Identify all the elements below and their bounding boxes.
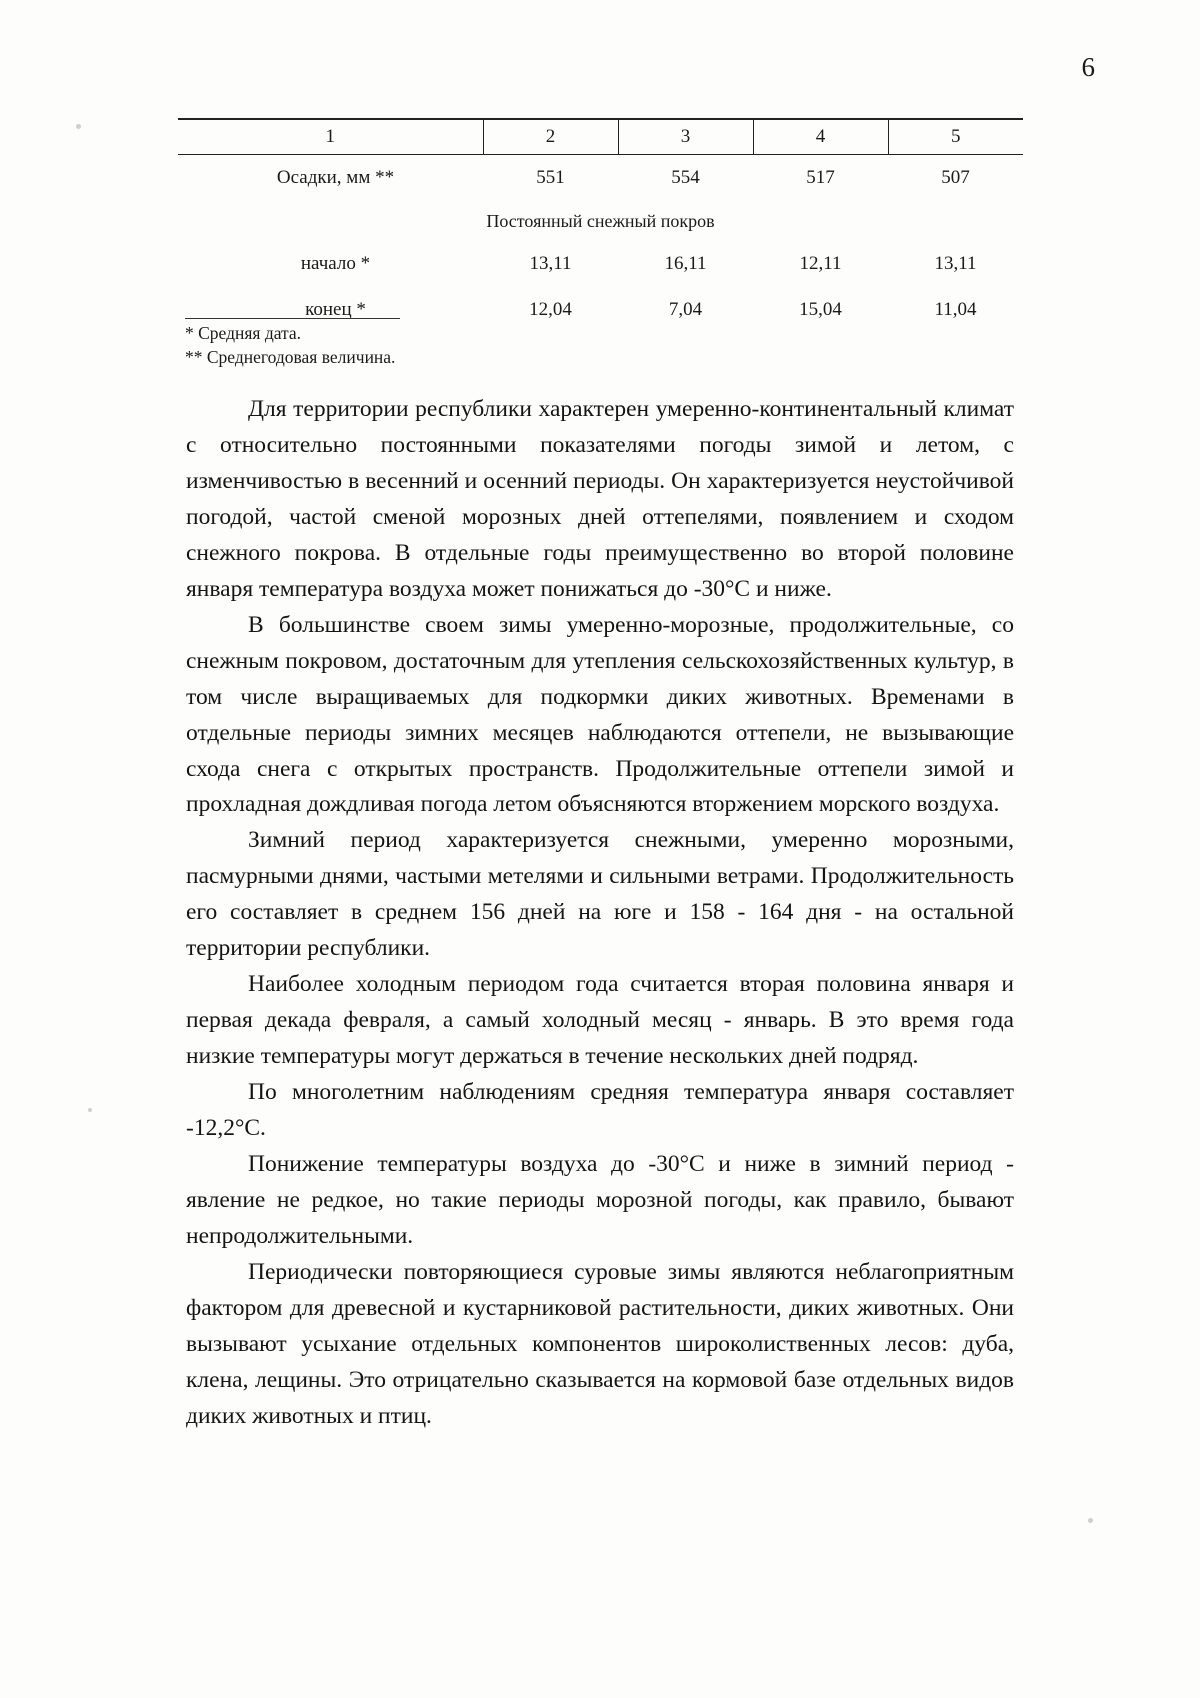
- table-subheader-row: [178, 201, 1023, 241]
- cell-end-5: 11,04: [934, 299, 977, 320]
- column-header-2: 2: [483, 120, 618, 155]
- cell-start-4: 12,11: [799, 253, 842, 274]
- cell-end-2: 12,04: [529, 299, 572, 320]
- cell-precipitation-4: 517: [806, 167, 835, 188]
- cell-precipitation-2: 551: [536, 167, 565, 188]
- cell-end-4: 15,04: [799, 299, 842, 320]
- scan-artifact: [88, 1108, 92, 1112]
- paragraph-2: В большинстве своем зимы умеренно-морозные, продолжительные, со снежным покровом, достаточным для утепления сельскохозяйственных культур, в том числе выращиваемых для подкормки диких животных. Временами в отдельные периоды зимних месяцев наблюдаются оттепели, не вызывающие схода снега с открытых пространств. Продолжительные оттепели зимой и прохладная дождливая погода летом объясняются вторжением морского воздуха.: [186, 611, 1014, 818]
- cell-precipitation-5: 507: [941, 167, 970, 188]
- scan-artifact: [76, 124, 81, 129]
- cell-end-3: 7,04: [668, 299, 703, 320]
- cell-precipitation-3: 554: [671, 167, 700, 188]
- scan-artifact: [1088, 1518, 1093, 1523]
- paragraph-1: Для территории республики характерен умеренно-континентальный климат с относительно постоянными показателями погоды зимой и летом, с изменчивостью в весенний и осенний периоды. Он характеризуется неустойчивой погодой, частой сменой морозных дней оттепелями, появлением и сходом снежного покрова. В отдельные годы преимущественно во второй половине января температура воздуха может понижаться до -30°С и ниже.: [186, 396, 1014, 602]
- table-header-row: [178, 120, 1023, 155]
- paragraph-3: Зимний период характеризуется снежными, умеренно морозными, пасмурными днями, частыми метелями и сильными ветрами. Продолжительность его составляет в среднем 156 дней на юге и 158 - 164 дня - на остальной территории республики.: [186, 827, 1014, 962]
- subheader-snow-cover: Постоянный снежный покров: [486, 210, 715, 231]
- cell-start-5: 13,11: [934, 253, 977, 274]
- paragraph-7: Периодически повторяющиеся суровые зимы являются неблагоприятным фактором для древесной и кустарниковой растительности, диких животных. Они вызывают усыхание отдельных компонентов широколиственных лесов: дуба, клена, лещины. Это отрицательно сказывается на кормовой базе отдельных видов диких животных и птиц.: [186, 1258, 1014, 1429]
- cell-start-2: 13,11: [529, 253, 572, 274]
- column-header-5: 5: [888, 120, 1023, 155]
- paragraph-6: Понижение температуры воздуха до -30°С и ниже в зимний период - явление не редкое, но такие периоды морозной погоды, как правило, бывают непродолжительными.: [186, 1151, 1014, 1249]
- footnote-separator: [185, 318, 400, 319]
- row-label-end: конец *: [305, 299, 366, 320]
- page-number: 6: [1081, 52, 1095, 82]
- column-header-1: 1: [178, 120, 483, 155]
- cell-start-3: 16,11: [664, 253, 707, 274]
- footnotes: [185, 322, 785, 369]
- table-row: [178, 241, 1023, 287]
- footnote-1: * Средняя дата.: [185, 323, 302, 343]
- climate-table: [178, 118, 1023, 333]
- row-label-start: начало *: [300, 253, 371, 274]
- paragraph-5: По многолетним наблюдениям средняя температура января составляет -12,2°С.: [186, 1079, 1014, 1142]
- column-header-3: 3: [618, 120, 753, 155]
- column-header-4: 4: [753, 120, 888, 155]
- body-text: [186, 392, 1014, 1435]
- paragraph-4: Наиболее холодным периодом года считается вторая половина января и первая декада февраля, а самый холодный месяц - январь. В это время года низкие температуры могут держаться в течение нескольких дней подряд.: [186, 971, 1014, 1070]
- footnote-2: ** Среднегодовая величина.: [185, 346, 396, 367]
- row-label-precipitation: Осадки, мм **: [276, 167, 395, 188]
- table-row: [178, 155, 1023, 202]
